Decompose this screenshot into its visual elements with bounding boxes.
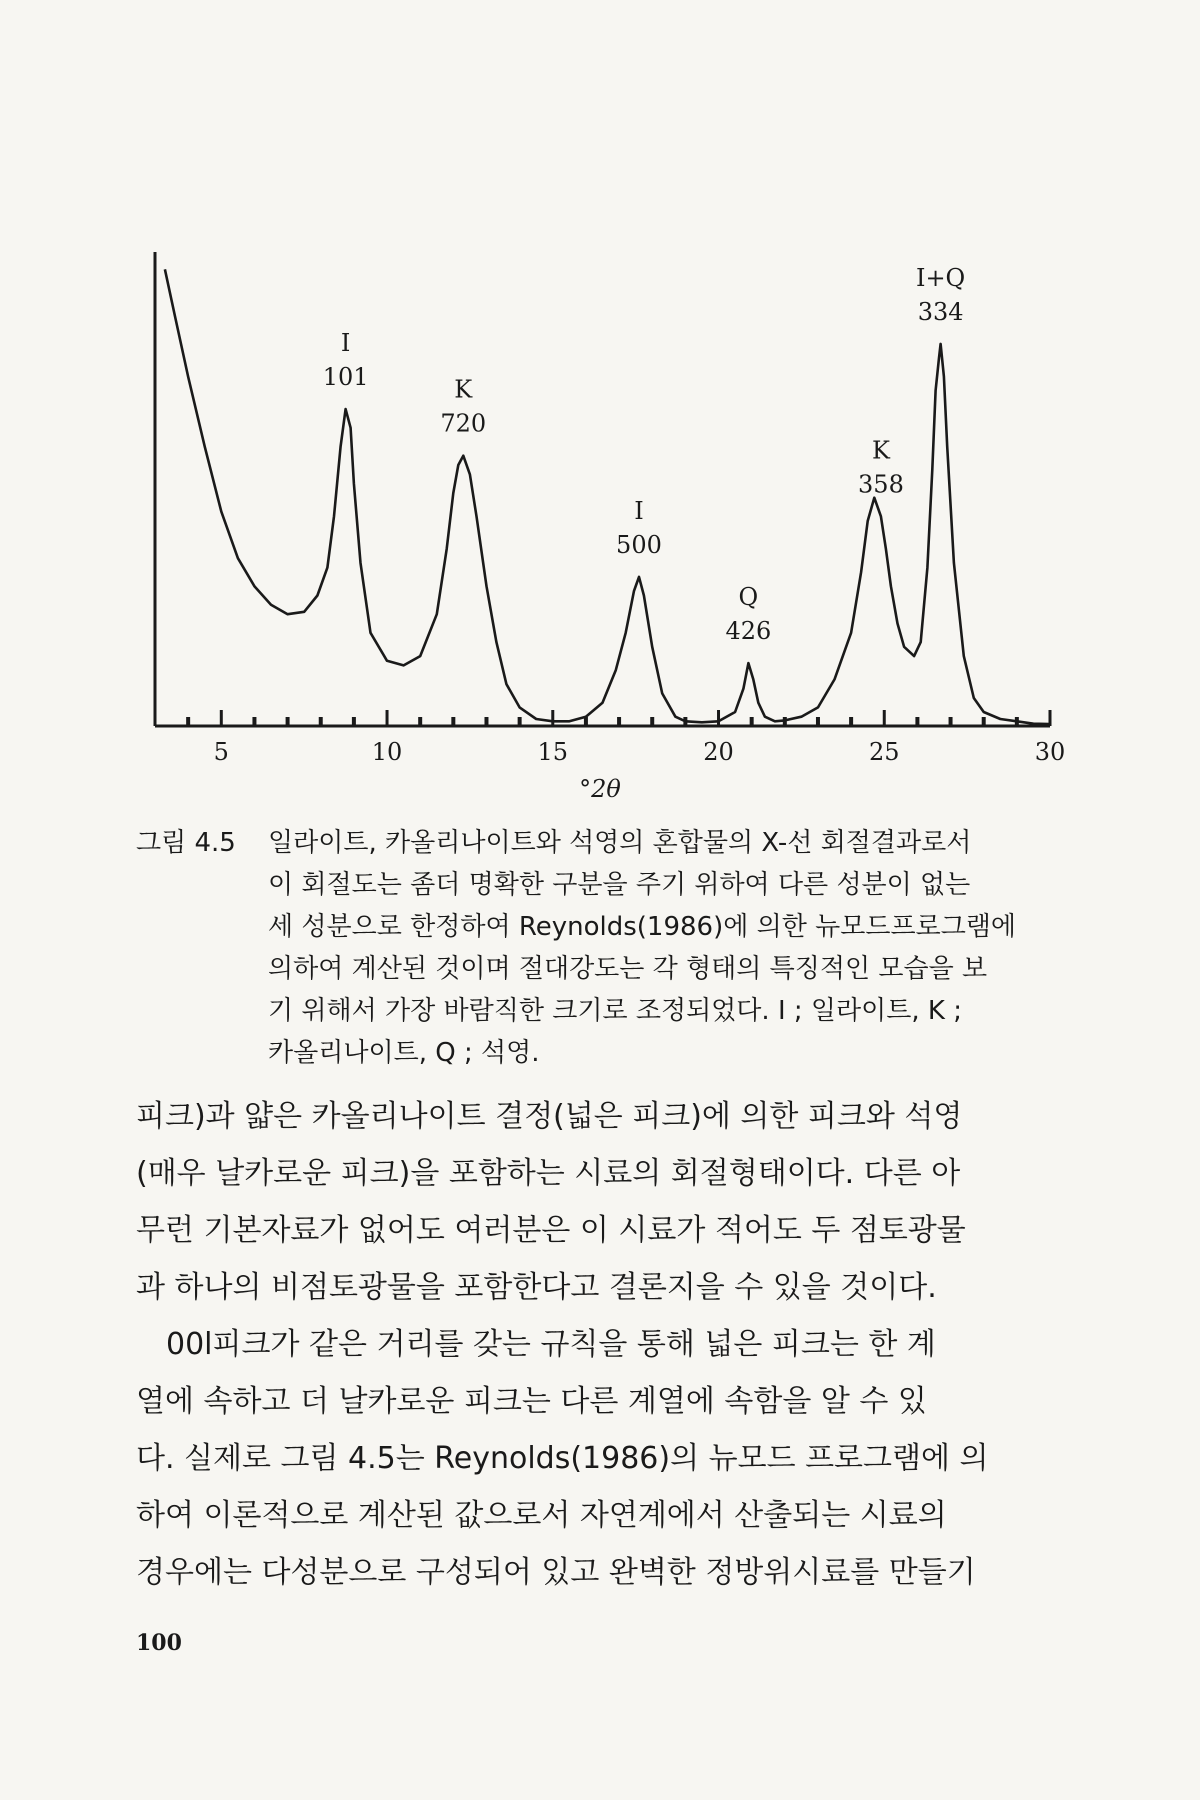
page-number: 100 [136, 1630, 182, 1656]
caption-line: 이 회절도는 좀더 명확한 구분을 주기 위하여 다른 성분이 없는 [268, 870, 971, 900]
body-line: 열에 속하고 더 날카로운 피크는 다른 계열에 속함을 알 수 있 [136, 1384, 927, 1419]
caption-line: 카올리나이트, Q ; 석영. [268, 1038, 540, 1068]
peak-index-label: 358 [858, 470, 904, 499]
chart-series [165, 269, 1050, 724]
peak-index-label: 500 [616, 530, 662, 559]
x-tick-label: 5 [213, 738, 229, 766]
body-paragraphs [136, 1088, 1066, 1601]
body-line: 피크)과 얇은 카올리나이트 결정(넓은 피크)에 의한 피크와 석영 [136, 1099, 963, 1134]
peak-mineral-label: I [634, 496, 644, 525]
x-tick-label: 30 [1034, 738, 1066, 766]
figure-number: 그림 4.5 [136, 828, 236, 858]
body-line: 무런 기본자료가 없어도 여러분은 이 시료가 적어도 두 점토광물 [136, 1213, 966, 1248]
body-line: 경우에는 다성분으로 구성되어 있고 완벽한 정방위시료를 만들기 [136, 1555, 976, 1590]
peak-mineral-label: K [454, 375, 473, 404]
x-axis-label: °2θ [579, 775, 621, 800]
peak-labels [323, 264, 966, 645]
body-line: 00l피크가 같은 거리를 갖는 규칙을 통해 넓은 피크는 한 계 [166, 1327, 936, 1362]
x-tick-label: 10 [371, 738, 403, 766]
peak-mineral-label: I+Q [915, 263, 966, 292]
body-line: 하여 이론적으로 계산된 값으로서 자연계에서 산출되는 시료의 [136, 1498, 947, 1533]
caption-line: 세 성분으로 한정하여 Reynolds(1986)에 의한 뉴모드프로그램에 [268, 912, 1017, 942]
x-tick-label: 15 [537, 738, 569, 766]
peak-index-label: 101 [322, 363, 369, 392]
peak-mineral-label: Q [738, 583, 759, 612]
caption-line: 의하여 계산된 것이며 절대강도는 각 형태의 특징적인 모습을 보 [268, 954, 988, 984]
body-line: 과 하나의 비점토광물을 포함한다고 결론지을 수 있을 것이다. [136, 1270, 937, 1305]
peak-index-label: 334 [917, 297, 964, 326]
caption-line: 일라이트, 카올리나이트와 석영의 혼합물의 X-선 회절결과로서 [268, 828, 972, 858]
figure-caption [136, 822, 1066, 1074]
diffraction-curve [165, 269, 1050, 724]
x-axis-ticks [188, 710, 1065, 766]
caption-line: 기 위해서 가장 바람직한 크기로 조정되었다. I ; 일라이트, K ; [268, 996, 962, 1026]
peak-mineral-label: K [871, 436, 890, 465]
x-tick-label: 20 [703, 738, 734, 766]
peak-index-label: 426 [725, 617, 772, 646]
caption-body [268, 822, 1066, 1074]
body-line: (매우 날카로운 피크)을 포함하는 시료의 회절형태이다. 다른 아 [136, 1156, 961, 1191]
peak-index-label: 720 [440, 409, 487, 438]
peak-mineral-label: I [340, 329, 351, 358]
x-tick-label: 25 [868, 738, 900, 766]
xrd-diffraction-chart [0, 0, 1200, 800]
body-line: 다. 실제로 그림 4.5는 Reynolds(1986)의 뉴모드 프로그램에 의 [136, 1441, 989, 1476]
